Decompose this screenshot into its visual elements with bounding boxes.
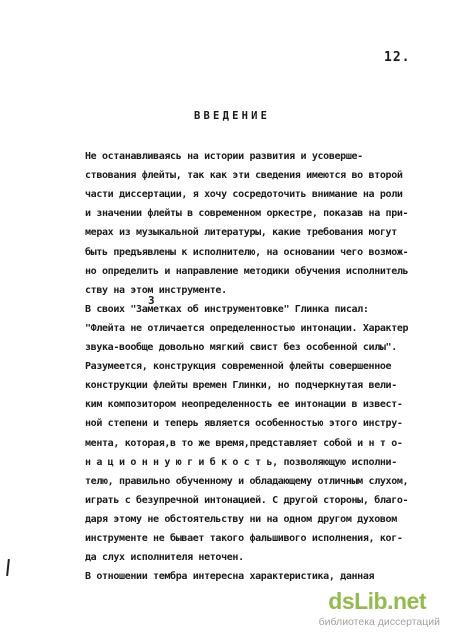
text-line: "Флейта не отличается определенностью интонации. Характер xyxy=(85,322,409,334)
text-line: мерах из музыкальной литературы, какие требования могут xyxy=(85,227,397,239)
footnote-mark: 3 xyxy=(148,293,155,307)
text-line: ной степени и теперь является особенностью этого инстру- xyxy=(85,418,403,430)
text-line: звука-вообще довольно мягкий свист без особенной силы". xyxy=(85,342,397,353)
text-line: играть с безупречной интонацией. С другой стороны, благо- xyxy=(85,494,409,506)
text-line: части диссертации, я хочу сосредоточить внимание на роли xyxy=(85,189,403,201)
watermark xyxy=(260,588,440,628)
text-line: ству на этом инструменте. xyxy=(85,284,227,296)
text-line: инструменте не бывает такого фальшивого исполнения, ког- xyxy=(85,533,403,544)
text-line: телю, правильно обученному и обладающему отличным слухом, xyxy=(85,475,409,487)
section-title: ВВЕДЕНИЕ xyxy=(194,110,271,122)
text-line: ким композитором неопределенность ее интонации в извест- xyxy=(85,399,403,411)
text-line: н а ц и о н н у ю г и б к о с т ь, позволяющую исполни- xyxy=(85,456,397,468)
text-line: да слух исполнителя неточен. xyxy=(85,552,244,564)
text-line: конструкции флейты времен Глинки, но подчеркнутая вели- xyxy=(85,380,397,392)
text-line: Разумеется, конструкция современной флейты совершенное xyxy=(85,361,392,373)
text-line: В отношении тембра интересна характеристика, данная xyxy=(85,571,375,583)
text-line: В своих "Заметках об инструментовке" Глинка писал: 3 xyxy=(85,293,369,315)
watermark-logo: dsLib.net xyxy=(328,588,426,614)
text-line: мента, которая,в то же время,представляет собой и н т о- xyxy=(85,437,403,449)
margin-mark xyxy=(6,559,10,576)
text-line: и значении флейты в современном оркестре, показав на при- xyxy=(85,208,409,220)
text-line: ствования флейты, так как эти сведения имеются во второй xyxy=(85,170,403,182)
text-line: но определить и направление методики обучения исполнитель xyxy=(85,265,409,277)
text-line: Не останавливаясь на истории развития и усоверше- xyxy=(85,151,363,162)
text-line: быть предъявлены к исполнителю, на основании чего возмож- xyxy=(85,246,409,258)
watermark-subtitle: библиотека диссертаций xyxy=(318,616,440,628)
text-line: даря этому не обстоятельству ни на одном другом духовом xyxy=(85,513,397,525)
page-number: 12. xyxy=(384,50,411,65)
